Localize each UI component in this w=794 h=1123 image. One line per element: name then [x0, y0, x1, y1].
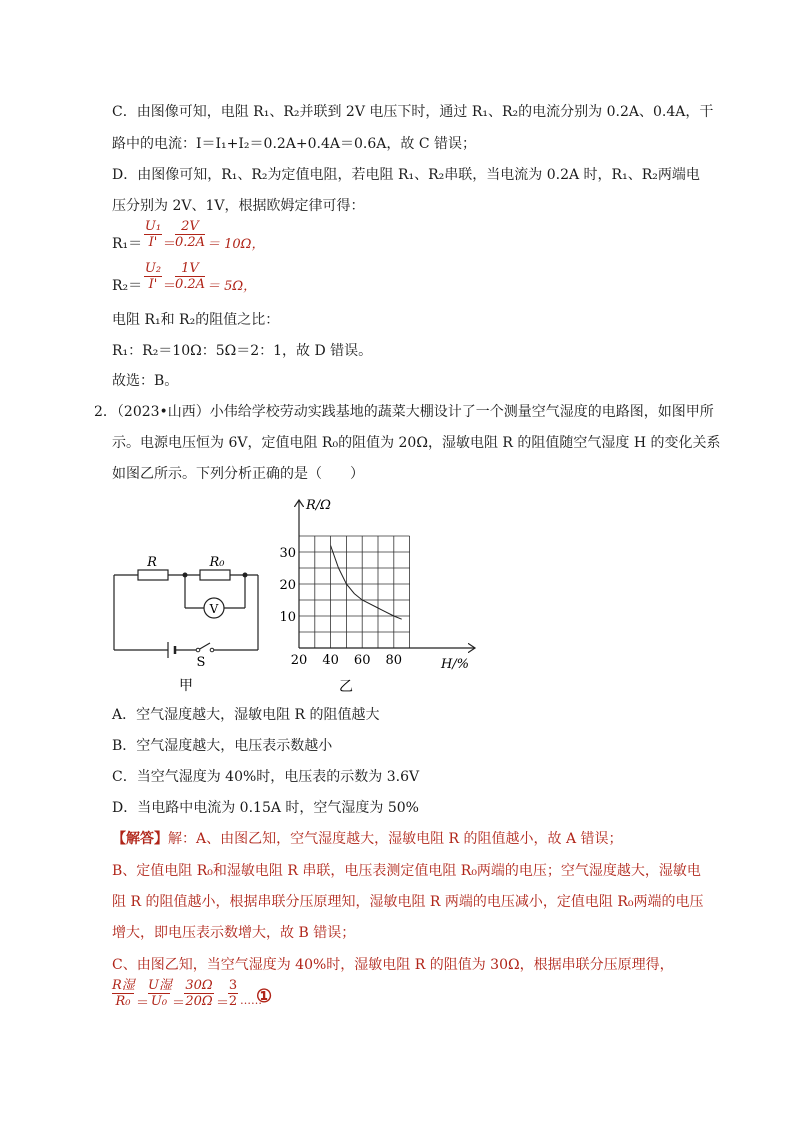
- option-c: C．当空气湿度为 40%时，电压表的示数为 3.6V: [112, 769, 420, 785]
- data-series-r: [331, 546, 402, 620]
- section-d-line-1: D．由图像可知，R₁、R₂为定值电阻，若电阻 R₁、R₂串联，当电流为 0.2A 时，R₁、R₂两端电: [112, 167, 700, 183]
- question-2-line-1: 2．（2023•山西）小伟给学校劳动实践基地的蔬菜大棚设计了一个测量空气湿度的电路图，如图甲所: [94, 404, 714, 420]
- ans-num-1: R湿: [112, 978, 135, 993]
- y-tick-label: 10: [279, 610, 296, 625]
- x-axis-label: H/%: [440, 657, 470, 672]
- label-v: V: [209, 602, 219, 616]
- y-tick-label: 30: [279, 546, 296, 561]
- eq2-den: I': [148, 277, 158, 292]
- eq1-frac-a: [144, 219, 162, 250]
- answer-line-2: B、定值电阻 R₀和湿敏电阻 R 串联，电压表测定值电阻 R₀两端的电压；空气湿度越大，湿敏电: [112, 863, 701, 879]
- ans-frac-4: [228, 978, 238, 1009]
- eq1-num: U₁: [144, 219, 162, 234]
- label-s: S: [196, 655, 206, 670]
- eq1-equals: ＝: [163, 237, 177, 252]
- y-axis-label: R/Ω: [306, 498, 331, 513]
- answer-line-4: 增大，即电压表示数增大，故 B 错误；: [112, 925, 356, 941]
- eq2-result: ＝ 5Ω，: [207, 279, 257, 294]
- resistor-r: [138, 570, 168, 580]
- ans-frac-3: [184, 978, 214, 1009]
- ans-den-3: 20Ω: [185, 994, 213, 1009]
- ans-den-1: R₀: [115, 994, 131, 1009]
- ans-dots: ……: [240, 994, 262, 1007]
- answer-text-1: 解：A、由图乙知，空气湿度越大，湿敏电阻 R 的阻值越小，故 A 错误；: [168, 831, 623, 847]
- chart-grid: [299, 536, 410, 648]
- eq2-frac-b: [175, 261, 205, 292]
- x-tick-label: 60: [353, 653, 371, 668]
- answer-line-1: [112, 829, 623, 849]
- ans-num-2: U湿: [148, 978, 172, 993]
- eq1-lhs: R₁＝: [112, 236, 143, 252]
- ans-den-4: 2: [228, 994, 238, 1009]
- question-2-line-3: 如图乙所示。下列分析正确的是（ ）: [112, 466, 364, 482]
- option-d: D．当电路中电流为 0.15A 时，空气湿度为 50%: [112, 800, 419, 816]
- resistance-humidity-chart: [275, 490, 480, 695]
- caption-yi: 乙: [339, 679, 353, 695]
- eq2-frac-a: [144, 261, 162, 292]
- eq1-den: I': [148, 235, 158, 250]
- junction-dot: [183, 573, 188, 578]
- section-d-choice: 故选：B。: [112, 373, 179, 389]
- ans-frac-1: [112, 978, 134, 1009]
- x-tick-label: 20: [290, 653, 308, 668]
- y-tick-label: 20: [279, 578, 296, 593]
- section-d-line-2: 压分别为 2V、1V，根据欧姆定律可得：: [112, 198, 365, 214]
- eq2-lhs: R₂＝: [112, 278, 143, 294]
- eq1-result: ＝ 10Ω，: [207, 237, 265, 252]
- section-d-line-4: R₁：R₂＝10Ω：5Ω＝2：1，故 D 错误。: [112, 343, 373, 359]
- ans-num-3: 30Ω: [185, 978, 213, 993]
- resistor-r0: [200, 570, 230, 580]
- label-r0: R₀: [209, 555, 225, 570]
- ans-mark: ①: [256, 986, 273, 1007]
- label-r: R: [147, 555, 157, 570]
- eq1-den2: 0.2A: [175, 235, 206, 250]
- eq1-num2: 2V: [181, 219, 199, 234]
- ans-frac-2: [148, 978, 170, 1009]
- answer-tag: 【解答】: [112, 831, 168, 847]
- eq1-frac-b: [175, 219, 205, 250]
- junction-dot: [243, 573, 248, 578]
- ans-num-4: 3: [228, 978, 238, 993]
- answer-line-5: C、由图乙知，当空气湿度为 40%时，湿敏电阻 R 的阻值为 30Ω，根据串联分压原理得，: [112, 957, 674, 973]
- eq2-den2: 0.2A: [175, 277, 206, 292]
- switch-icon: [210, 648, 214, 652]
- caption-jia: 甲: [179, 678, 193, 694]
- eq2-equals: ＝: [163, 279, 177, 294]
- answer-line-3: 阻 R 的阻值越小，根据串联分压原理知，湿敏电阻 R 两端的电压减小，定值电阻 R₀两端的电压: [112, 894, 704, 910]
- ans-den-2: U₀: [150, 994, 168, 1009]
- section-c-line-2: 路中的电流：I＝I₁+I₂＝0.2A+0.4A＝0.6A，故 C 错误；: [112, 136, 477, 152]
- x-tick-label: 80: [385, 653, 403, 668]
- eq2-num2: 1V: [181, 261, 199, 276]
- option-a: A．空气湿度越大，湿敏电阻 R 的阻值越大: [112, 707, 380, 723]
- circuit-diagram: [100, 545, 275, 695]
- section-d-line-3: 电阻 R₁和 R₂的阻值之比：: [112, 312, 280, 328]
- section-c-line-1: C．由图像可知，电阻 R₁、R₂并联到 2V 电压下时，通过 R₁、R₂的电流分别为 0.2A、0.4A，干: [112, 104, 714, 120]
- question-2-line-2: 示。电源电压恒为 6V，定值电阻 R₀的阻值为 20Ω，湿敏电阻 R 的阻值随空气湿度 H 的变化关系: [112, 435, 721, 451]
- x-tick-label: 40: [322, 653, 339, 668]
- eq2-num: U₂: [144, 261, 162, 276]
- option-b: B．空气湿度越大，电压表示数越小: [112, 738, 333, 754]
